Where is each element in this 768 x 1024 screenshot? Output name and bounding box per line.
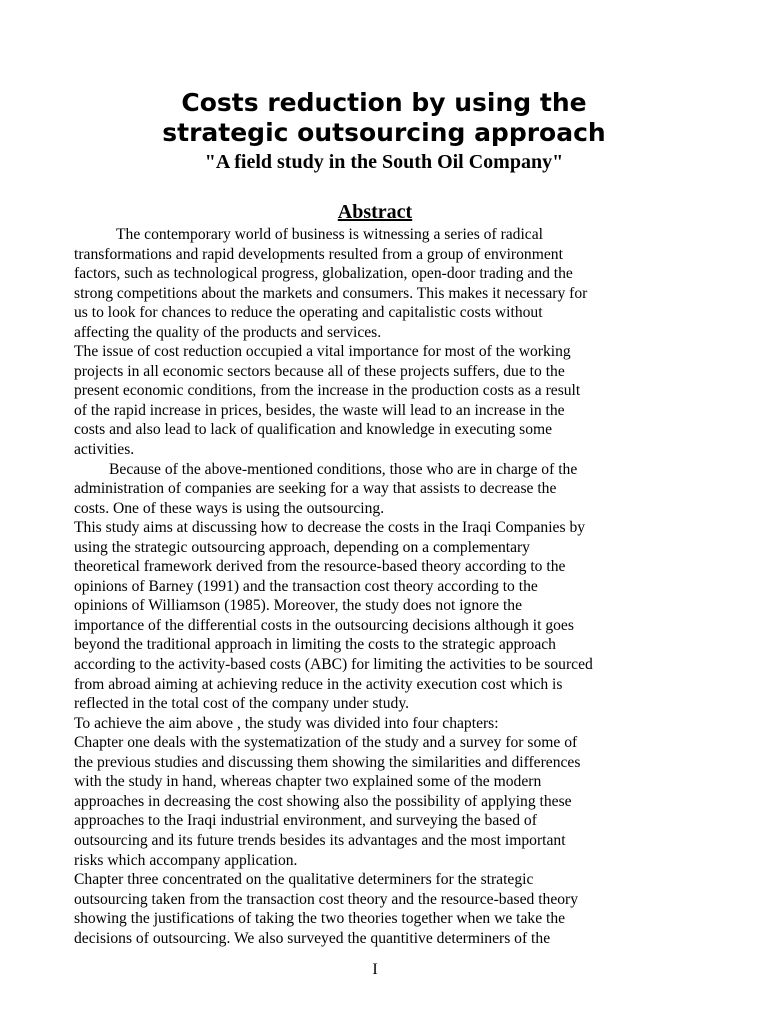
abstract-line: The issue of cost reduction occupied a vital importance for most of the working <box>74 343 571 361</box>
abstract-line: beyond the traditional approach in limiting the costs to the strategic approach <box>74 636 556 654</box>
abstract-line: transformations and rapid developments resulted from a group of environment <box>74 245 563 263</box>
abstract-line: approaches in decreasing the cost showing also the possibility of applying these <box>74 792 572 810</box>
abstract-line: decisions of outsourcing. We also surveyed the quantitive determiners of the <box>74 929 551 947</box>
abstract-line: outsourcing and its future trends besides its advantages and the most important <box>74 831 566 849</box>
abstract-line: according to the activity-based costs (ABC) for limiting the activities to be sourced <box>74 656 593 674</box>
abstract-line: risks which accompany application. <box>74 851 298 869</box>
abstract-heading: Abstract <box>337 201 413 223</box>
abstract-line: This study aims at discussing how to decrease the costs in the Iraqi Companies by <box>74 519 586 537</box>
abstract-line: strong competitions about the markets and consumers. This makes it necessary for <box>74 284 588 302</box>
abstract-line: present economic conditions, from the increase in the production costs as a result <box>74 382 581 400</box>
abstract-line: theoretical framework derived from the resource-based theory according to the <box>74 558 566 576</box>
abstract-line: administration of companies are seeking for a way that assists to decrease the <box>74 480 557 498</box>
abstract-line: with the study in hand, whereas chapter two explained some of the modern <box>74 773 542 791</box>
abstract-line: reflected in the total cost of the company under study. <box>74 695 410 713</box>
abstract-body <box>74 225 714 948</box>
paper-subtitle: "A field study in the South Oil Company" <box>204 151 564 173</box>
abstract-line: projects in all economic sectors because all of these projects suffers, due to the <box>74 362 565 380</box>
abstract-line: importance of the differential costs in the outsourcing decisions although it goes <box>74 616 574 634</box>
abstract-line: approaches to the Iraqi industrial environment, and surveying the based of <box>74 812 537 830</box>
abstract-line: costs and also lead to lack of qualification and knowledge in executing some <box>74 421 553 439</box>
abstract-line: affecting the quality of the products and services. <box>74 323 382 341</box>
page-number: I <box>372 961 378 978</box>
abstract-line: The contemporary world of business is witnessing a series of radical <box>116 226 543 243</box>
abstract-line: outsourcing taken from the transaction cost theory and the resource-based theory <box>74 890 579 908</box>
paper-title-line-2: strategic outsourcing approach <box>162 118 606 147</box>
abstract-line: using the strategic outsourcing approach, depending on a complementary <box>74 538 530 556</box>
abstract-line: activities. <box>74 441 135 459</box>
abstract-line: Chapter one deals with the systematization of the study and a survey for some of <box>74 734 578 752</box>
abstract-line: from abroad aiming at achieving reduce in the activity execution cost which is <box>74 675 563 693</box>
abstract-line: opinions of Barney (1991) and the transaction cost theory according to the <box>74 577 538 595</box>
abstract-line: To achieve the aim above , the study was divided into four chapters: <box>74 714 499 732</box>
abstract-line: us to look for chances to reduce the operating and capitalistic costs without <box>74 304 543 322</box>
abstract-line: of the rapid increase in prices, besides, the waste will lead to an increase in the <box>74 401 565 419</box>
abstract-line: costs. One of these ways is using the outsourcing. <box>74 499 385 517</box>
abstract-line: Because of the above-mentioned conditions, those who are in charge of the <box>109 460 578 478</box>
abstract-line: opinions of Williamson (1985). Moreover, the study does not ignore the <box>74 597 523 615</box>
abstract-line: showing the justifications of taking the two theories together when we take the <box>74 910 566 928</box>
abstract-line: the previous studies and discussing them showing the similarities and differences <box>74 753 581 771</box>
abstract-line: factors, such as technological progress, globalization, open-door trading and the <box>74 265 573 283</box>
paper-title-line-1: Costs reduction by using the <box>181 88 587 117</box>
abstract-line: Chapter three concentrated on the qualitative determiners for the strategic <box>74 871 534 889</box>
